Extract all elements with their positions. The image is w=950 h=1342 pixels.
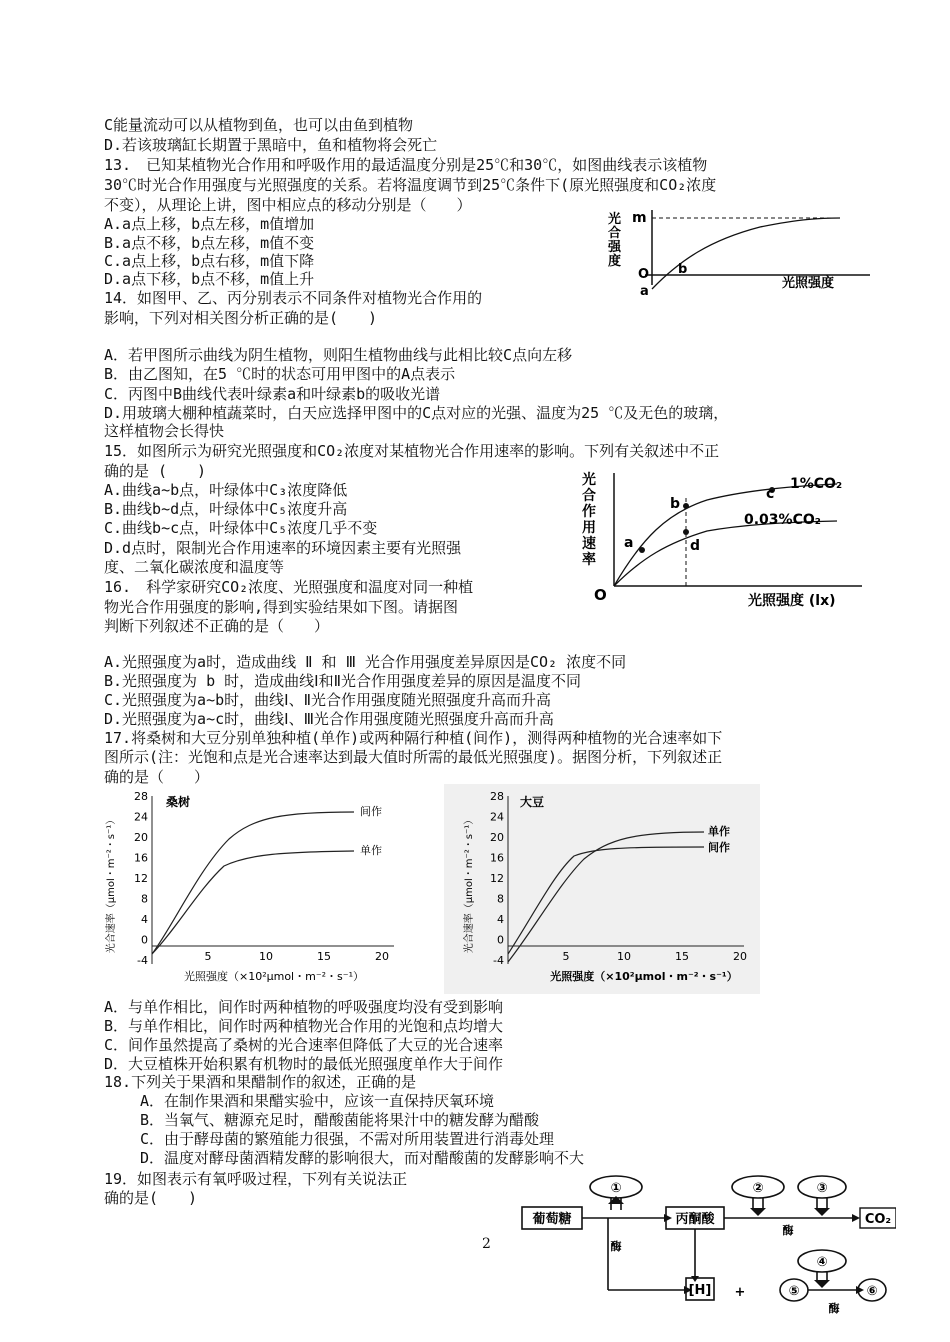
tick-label: 28 <box>490 790 504 803</box>
text-line: 30℃时光合作用强度与光照强度的关系。若将温度调节到25℃条件下(原光照强度和CO₂浓度 <box>104 176 717 194</box>
fig13-x-label: 光照强度 <box>782 276 835 291</box>
text-line: A．若甲图所示曲线为阴生植物，则阳生植物曲线与此相比较C点向左移 <box>104 346 573 364</box>
co2-label: CO₂ <box>864 1212 892 1227</box>
text-line: 物光合作用强度的影响,得到实验结果如下图。请据图 <box>104 598 459 616</box>
tick-label: 20 <box>733 950 747 963</box>
text-line: A．在制作果酒和果醋实验中，应该一直保持厌氧环境 <box>140 1092 495 1110</box>
tick-label: 12 <box>134 872 148 885</box>
text-line: B.a点不移，b点左移，m值不变 <box>104 234 315 252</box>
text-line: B．当氧气、糖源充足时，醋酸菌能将果汁中的糖发酵为醋酸 <box>140 1111 540 1129</box>
enzyme-label-3: 酶 <box>828 1302 840 1315</box>
tick-label: 8 <box>141 892 148 906</box>
fig17-left-intercrop-curve <box>152 812 354 954</box>
tick-label: 15 <box>317 950 331 963</box>
enzyme-label-1: 酶 <box>610 1240 622 1253</box>
text-line: B．与单作相比，间作时两种植物光合作用的光饱和点均增大 <box>104 1017 504 1035</box>
tick-label: 16 <box>134 851 148 865</box>
tick-label: 10 <box>259 950 273 963</box>
svg-text:合: 合 <box>608 226 622 241</box>
svg-text:速: 速 <box>582 536 596 552</box>
text-line: A．与单作相比，间作时两种植物的呼吸强度均没有受到影响 <box>104 998 504 1016</box>
text-line: A.光照强度为a时，造成曲线 Ⅱ 和 Ⅲ 光合作用强度差异原因是CO₂ 浓度不同 <box>104 653 627 671</box>
circle-4-label: ④ <box>816 1255 828 1270</box>
text-line: C．间作虽然提高了桑树的光合速率但降低了大豆的光合速率 <box>104 1036 504 1054</box>
text-line: 确的是 ( ) <box>104 462 207 480</box>
fig15-curve-low <box>614 521 837 586</box>
fig17-right-series-1: 单作 <box>708 825 730 838</box>
text-line: 判断下列叙述不正确的是（ ） <box>104 617 330 635</box>
fig15-point-a <box>639 547 645 553</box>
circle-3-label: ③ <box>816 1181 828 1196</box>
plus-label: + <box>734 1285 746 1300</box>
fig15-label-b: b <box>670 496 681 512</box>
circle-5-label: ⑤ <box>788 1284 800 1299</box>
fig13-a-label: a <box>640 284 649 299</box>
tick-label: 20 <box>375 950 389 963</box>
text-line: C.光照强度为a~b时，曲线Ⅰ、Ⅱ光合作用强度随光照强度升高而升高 <box>104 691 551 709</box>
fig15-curve-high <box>614 484 837 586</box>
enzyme-label-2: 酶 <box>782 1224 794 1237</box>
fig17-left-xlabel: 光照强度（×10²μmol・m⁻²・s⁻¹） <box>183 970 365 983</box>
text-line: 18.下列关于果酒和果醋制作的叙述，正确的是 <box>104 1073 417 1091</box>
text-line: D.用玻璃大棚种植蔬菜时，白天应选择甲图中的C点对应的光强、温度为25 ℃及无色的玻璃， <box>104 404 729 422</box>
text-line: C能量流动可以从植物到鱼，也可以由鱼到植物 <box>104 116 414 134</box>
fig13-b-label: b <box>678 262 688 277</box>
svg-text:作: 作 <box>582 504 596 520</box>
text-line: D.若该玻璃缸长期置于黑暗中，鱼和植物将会死亡 <box>104 136 438 154</box>
svg-text:光: 光 <box>582 472 596 488</box>
fig19-respiration-diagram <box>516 1170 896 1318</box>
tick-label: 20 <box>134 831 148 844</box>
fig15-x-label: 光照强度 (lx) <box>748 593 836 608</box>
text-line: 影响，下列对相关图分析正确的是( ) <box>104 309 378 327</box>
text-line: A.曲线a~b点，叶绿体中C₃浓度降低 <box>104 481 348 499</box>
tick-label: 4 <box>497 913 504 926</box>
fig13-light-curve <box>600 205 890 300</box>
text-line: B.光照强度为 b 时，造成曲线Ⅰ和Ⅱ光合作用强度差异的原因是温度不同 <box>104 672 581 690</box>
tick-label: 16 <box>490 851 504 865</box>
text-line: D．大豆植株开始积累有机物时的最低光照强度单作大于间作 <box>104 1055 504 1073</box>
fig15-series-high: 1%CO₂ <box>790 476 843 492</box>
tick-label: 20 <box>490 831 504 844</box>
circle-2-label: ② <box>752 1181 764 1196</box>
fig17-left-series-2: 单作 <box>360 844 382 857</box>
fig13-m-label: m <box>632 210 647 226</box>
svg-text:用: 用 <box>582 520 596 536</box>
pyruvate-label: 丙酮酸 <box>675 1212 715 1227</box>
tick-label: -4 <box>493 954 504 967</box>
text-line: 15．如图所示为研究光照强度和CO₂浓度对某植物光合作用速率的影响。下列有关叙述中不正 <box>104 442 720 460</box>
fig17-right-title: 大豆 <box>520 795 545 809</box>
fig15-point-d <box>683 529 689 535</box>
fig13-y-label <box>607 211 622 269</box>
fig17-panels <box>104 784 760 994</box>
tick-label: 0 <box>497 933 504 947</box>
text-line: C.曲线b~c点，叶绿体中C₅浓度几乎不变 <box>104 519 378 537</box>
svg-text:度: 度 <box>608 254 622 269</box>
glucose-label: 葡萄糖 <box>532 1212 572 1227</box>
text-line: D.d点时，限制光合作用速率的环境因素主要有光照强 <box>104 539 462 557</box>
text-line: 13. 已知某植物光合作用和呼吸作用的最适温度分别是25℃和30℃，如图曲线表示该植物 <box>104 156 708 174</box>
tick-label: 12 <box>490 872 504 885</box>
circle-6-label: ⑥ <box>866 1284 878 1299</box>
text-line: 这样植物会长得快 <box>104 422 225 440</box>
text-line: D．温度对酵母菌酒精发酵的影响很大，而对醋酸菌的发酵影响不大 <box>140 1149 585 1167</box>
text-line: 17.将桑树和大豆分别单独种植(单作)或两种隔行种植(间作)，测得两种植物的光合速率如下 <box>104 729 723 747</box>
text-line: 确的是( ) <box>104 1189 198 1207</box>
fig17-left-series-1: 间作 <box>360 805 382 818</box>
tick-label: -4 <box>137 954 148 967</box>
text-line: 19．如图表示有氧呼吸过程，下列有关说法正 <box>104 1170 408 1188</box>
tick-label: 0 <box>141 933 148 947</box>
fig17-left-monocrop-curve <box>152 851 354 954</box>
fig15-label-d: d <box>690 538 701 554</box>
fig17-left-panel <box>104 790 394 983</box>
text-line: C．由于酵母菌的繁殖能力很强，不需对所用装置进行消毒处理 <box>140 1130 555 1148</box>
circle-1-label: ① <box>610 1181 622 1196</box>
text-line: B.曲线b~d点，叶绿体中C₅浓度升高 <box>104 500 348 518</box>
text-line: 16. 科学家研究CO₂浓度、光照强度和温度对同一种植 <box>104 578 474 596</box>
tick-label: 15 <box>675 950 689 963</box>
text-line: 度、二氧化碳浓度和温度等 <box>104 558 285 576</box>
fig17-right-xlabel: 光照强度（×10²μmol・m⁻²・s⁻¹） <box>550 970 738 983</box>
text-line: 不变），从理论上讲，图中相应点的移动分别是（ ） <box>104 196 472 214</box>
text-line: A.a点上移，b点左移，m值增加 <box>104 215 315 233</box>
fig15-label-c: c <box>766 486 775 502</box>
svg-text:率: 率 <box>582 552 596 568</box>
tick-label: 24 <box>134 810 148 824</box>
fig15-y-label <box>582 471 596 568</box>
text-line: B．由乙图知，在5 ℃时的状态可用甲图中的A点表示 <box>104 365 456 383</box>
text-line: D.光照强度为a~c时，曲线Ⅰ、Ⅲ光合作用强度随光照强度升高而升高 <box>104 710 554 728</box>
fig15-label-a: a <box>624 535 634 551</box>
fig17-left-y-ticks <box>134 790 148 967</box>
h-label: [H] <box>688 1283 712 1298</box>
tick-label: 24 <box>490 810 504 824</box>
page-number: 2 <box>482 1236 491 1252</box>
svg-text:光: 光 <box>608 212 622 227</box>
text-line: D.a点下移，b点不移，m值上升 <box>104 270 315 288</box>
svg-text:合: 合 <box>582 488 596 504</box>
tick-label: 4 <box>141 913 148 926</box>
svg-text:强: 强 <box>608 240 622 255</box>
fig17-right-series-2: 间作 <box>708 841 730 854</box>
tick-label: 5 <box>562 950 570 963</box>
fig15-point-b <box>683 503 689 509</box>
fig15-series-low: 0.03%CO₂ <box>744 512 821 528</box>
fig17-right-ylabel: 光合速率（μmol・m⁻²・s⁻¹） <box>464 814 475 954</box>
tick-label: 28 <box>134 790 148 803</box>
text-line: 图所示(注：光饱和点是光合速率达到最大值时所需的最低光照强度)。据图分析，下列叙述正 <box>104 748 723 766</box>
text-line: 确的是（ ） <box>104 768 210 786</box>
tick-label: 10 <box>617 950 631 963</box>
tick-label: 8 <box>497 892 504 906</box>
fig15-origin: O <box>594 586 607 604</box>
text-line: C.a点上移，b点右移，m值下降 <box>104 252 315 270</box>
fig17-left-x-ticks <box>205 950 390 963</box>
fig17-left-ylabel: 光合速率（μmol・m⁻²・s⁻¹） <box>106 814 117 954</box>
tick-label: 5 <box>204 950 212 963</box>
fig13-o-label: O <box>638 267 650 282</box>
text-line: 14．如图甲、乙、丙分别表示不同条件对植物光合作用的 <box>104 289 483 307</box>
fig15-co2-curves <box>572 468 872 608</box>
fig17-left-title: 桑树 <box>166 795 191 809</box>
text-line: C．丙图中B曲线代表叶绿素a和叶绿素b的吸收光谱 <box>104 385 441 403</box>
